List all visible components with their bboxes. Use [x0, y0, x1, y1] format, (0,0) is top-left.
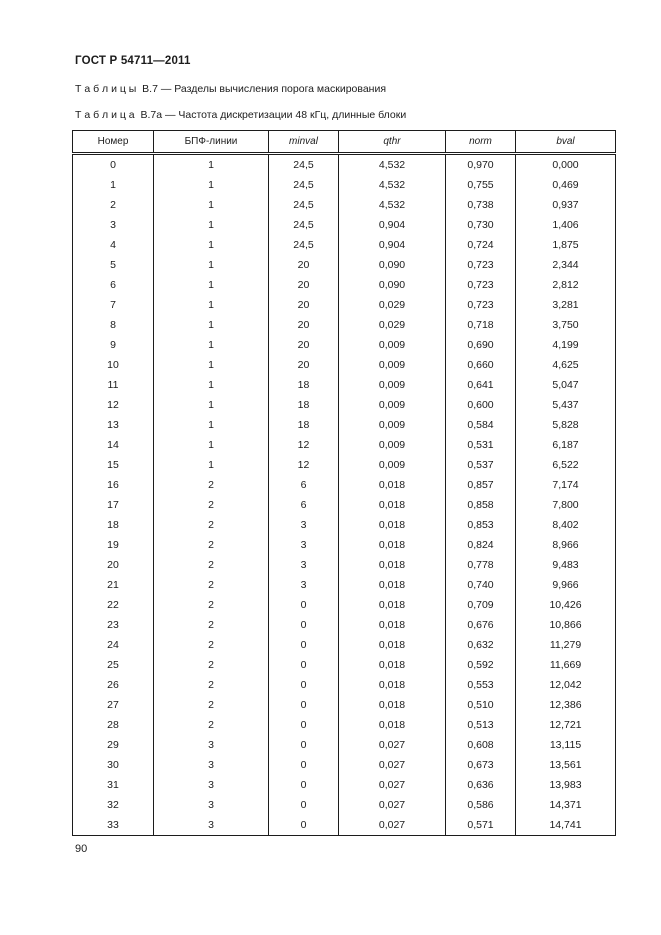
table-cell: 23 — [73, 615, 154, 635]
table-cell: 0,660 — [446, 355, 516, 375]
table-cell: 3 — [269, 575, 339, 595]
table-cell: 7 — [73, 295, 154, 315]
table-cell: 29 — [73, 735, 154, 755]
table-cell: 6,187 — [516, 435, 616, 455]
table-cell: 2 — [154, 695, 269, 715]
table-cell: 20 — [269, 355, 339, 375]
table-cell: 24,5 — [269, 235, 339, 255]
table-row — [73, 715, 616, 735]
table-cell: 7,174 — [516, 475, 616, 495]
table-cell: 1,875 — [516, 235, 616, 255]
table-cell: 12 — [269, 455, 339, 475]
table-cell: 33 — [73, 815, 154, 836]
table-row — [73, 295, 616, 315]
table-row — [73, 555, 616, 575]
table-cell: 0,018 — [339, 495, 446, 515]
table-cell: 1 — [154, 335, 269, 355]
table-cell: 12 — [73, 395, 154, 415]
table-cell: 0,586 — [446, 795, 516, 815]
table-cell: 21 — [73, 575, 154, 595]
table-row — [73, 615, 616, 635]
table-cell: 0,018 — [339, 615, 446, 635]
table-cell: 6 — [73, 275, 154, 295]
table-cell: 3 — [154, 775, 269, 795]
table-cell: 24,5 — [269, 175, 339, 195]
table-cell: 2 — [154, 515, 269, 535]
table-cell: 0,592 — [446, 655, 516, 675]
table-cell: 0,537 — [446, 455, 516, 475]
table-cell: 1 — [73, 175, 154, 195]
table-cell: 0,584 — [446, 415, 516, 435]
table-cell: 12,386 — [516, 695, 616, 715]
table-row — [73, 735, 616, 755]
table-cell: 5,047 — [516, 375, 616, 395]
table-cell: 2 — [154, 655, 269, 675]
table-cell: 0,531 — [446, 435, 516, 455]
table-cell: 0,027 — [339, 755, 446, 775]
table-cell: 13,115 — [516, 735, 616, 755]
table-cell: 2 — [154, 595, 269, 615]
table-row — [73, 315, 616, 335]
table-cell: 1 — [154, 315, 269, 335]
table-cell: 11,279 — [516, 635, 616, 655]
table-cell: 3 — [154, 815, 269, 836]
table-cell: 6 — [269, 475, 339, 495]
table-cell: 4,532 — [339, 154, 446, 176]
table-cell: 0,676 — [446, 615, 516, 635]
table-cell: 0,018 — [339, 655, 446, 675]
table-cell: 10 — [73, 355, 154, 375]
table-cell: 0 — [269, 735, 339, 755]
table-header-row — [73, 131, 616, 154]
data-table — [72, 130, 616, 836]
table-cell: 0 — [73, 154, 154, 176]
table-cell: 0 — [269, 675, 339, 695]
table-cell: 10,426 — [516, 595, 616, 615]
col-header-norm: norm — [446, 131, 516, 154]
table-cell: 2 — [154, 675, 269, 695]
table-row — [73, 475, 616, 495]
table-cell: 1 — [154, 275, 269, 295]
table-cell: 4 — [73, 235, 154, 255]
table-cell: 0,904 — [339, 215, 446, 235]
table-header — [73, 131, 616, 154]
table-cell: 6 — [269, 495, 339, 515]
table-row — [73, 335, 616, 355]
table-cell: 0,600 — [446, 395, 516, 415]
table-cell: 20 — [269, 275, 339, 295]
table-cell: 0,510 — [446, 695, 516, 715]
table-row — [73, 455, 616, 475]
table-row — [73, 795, 616, 815]
table-cell: 26 — [73, 675, 154, 695]
table-cell: 2 — [73, 195, 154, 215]
table-cell: 27 — [73, 695, 154, 715]
table-cell: 3,750 — [516, 315, 616, 335]
table-cell: 0,027 — [339, 815, 446, 836]
table-cell: 18 — [269, 375, 339, 395]
table-cell: 22 — [73, 595, 154, 615]
table-row — [73, 515, 616, 535]
table-cell: 8,402 — [516, 515, 616, 535]
table-row — [73, 815, 616, 836]
table-cell: 1 — [154, 235, 269, 255]
table-cell: 2 — [154, 615, 269, 635]
table-cell: 9,966 — [516, 575, 616, 595]
table-cell: 2 — [154, 495, 269, 515]
table-cell: 24,5 — [269, 215, 339, 235]
table-row — [73, 255, 616, 275]
table-cell: 0,009 — [339, 375, 446, 395]
table-cell: 0,009 — [339, 335, 446, 355]
table-cell: 0,018 — [339, 675, 446, 695]
table-cell: 20 — [73, 555, 154, 575]
table-cell: 0,018 — [339, 575, 446, 595]
table-cell: 0,778 — [446, 555, 516, 575]
table-cell: 0,857 — [446, 475, 516, 495]
table-cell: 1 — [154, 375, 269, 395]
table-cell: 0,673 — [446, 755, 516, 775]
table-row — [73, 675, 616, 695]
tables-group-caption: Т а б л и ц ы В.7 — Разделы вычисления порога маскирования — [75, 83, 387, 95]
table-row — [73, 355, 616, 375]
table-cell: 1,406 — [516, 215, 616, 235]
table-cell: 0,730 — [446, 215, 516, 235]
table-cell: 3 — [154, 755, 269, 775]
table-cell: 18 — [269, 395, 339, 415]
table-cell: 9 — [73, 335, 154, 355]
table-cell: 2 — [154, 475, 269, 495]
table-cell: 0,632 — [446, 635, 516, 655]
table-cell: 1 — [154, 255, 269, 275]
table-row — [73, 535, 616, 555]
table-cell: 20 — [269, 255, 339, 275]
table-cell: 0,009 — [339, 355, 446, 375]
table-cell: 5,437 — [516, 395, 616, 415]
table-cell: 0,571 — [446, 815, 516, 836]
table-cell: 32 — [73, 795, 154, 815]
table-cell: 1 — [154, 154, 269, 176]
table-row — [73, 195, 616, 215]
table-cell: 0,724 — [446, 235, 516, 255]
col-header-bpf-linii: БПФ-линии — [154, 131, 269, 154]
table-cell: 2,344 — [516, 255, 616, 275]
table-cell: 16 — [73, 475, 154, 495]
table-cell: 0,018 — [339, 715, 446, 735]
table-cell: 0 — [269, 595, 339, 615]
table-cell: 0,018 — [339, 535, 446, 555]
table-cell: 0,009 — [339, 395, 446, 415]
table-row — [73, 395, 616, 415]
table-cell: 13 — [73, 415, 154, 435]
table-row — [73, 595, 616, 615]
table-cell: 2,812 — [516, 275, 616, 295]
table-cell: 0,858 — [446, 495, 516, 515]
table-cell: 18 — [269, 415, 339, 435]
table-cell: 0 — [269, 695, 339, 715]
table-row — [73, 635, 616, 655]
table-cell: 8,966 — [516, 535, 616, 555]
table-row — [73, 275, 616, 295]
table-cell: 0,090 — [339, 275, 446, 295]
table-cell: 1 — [154, 455, 269, 475]
table-cell: 0 — [269, 715, 339, 735]
table-cell: 0,723 — [446, 255, 516, 275]
table-cell: 0,553 — [446, 675, 516, 695]
table-row — [73, 435, 616, 455]
table-cell: 14,741 — [516, 815, 616, 836]
table-cell: 1 — [154, 415, 269, 435]
table-cell: 0,018 — [339, 595, 446, 615]
table-cell: 12,042 — [516, 675, 616, 695]
page-number: 90 — [75, 843, 88, 855]
table-cell: 0,018 — [339, 555, 446, 575]
table-cell: 7,800 — [516, 495, 616, 515]
table-row — [73, 495, 616, 515]
table-cell: 20 — [269, 315, 339, 335]
table-cell: 0,608 — [446, 735, 516, 755]
table-row — [73, 415, 616, 435]
table-cell: 0 — [269, 795, 339, 815]
table-row — [73, 375, 616, 395]
table-cell: 0,029 — [339, 315, 446, 335]
table-cell: 0 — [269, 635, 339, 655]
table-cell: 8 — [73, 315, 154, 335]
table-cell: 0,690 — [446, 335, 516, 355]
col-header-minval: minval — [269, 131, 339, 154]
table-cell: 0,723 — [446, 295, 516, 315]
table-cell: 0,027 — [339, 775, 446, 795]
table-row — [73, 235, 616, 255]
table-cell: 4,532 — [339, 175, 446, 195]
table-row — [73, 575, 616, 595]
table-cell: 0,937 — [516, 195, 616, 215]
table-cell: 28 — [73, 715, 154, 735]
table-cell: 0,469 — [516, 175, 616, 195]
table-cell: 3 — [154, 735, 269, 755]
table-cell: 5,828 — [516, 415, 616, 435]
table-cell: 6,522 — [516, 455, 616, 475]
table-cell: 0 — [269, 815, 339, 836]
table-cell: 11,669 — [516, 655, 616, 675]
table-cell: 0,029 — [339, 295, 446, 315]
table-cell: 0,904 — [339, 235, 446, 255]
table-cell: 3,281 — [516, 295, 616, 315]
table-cell: 1 — [154, 195, 269, 215]
table-cell: 19 — [73, 535, 154, 555]
table-cell: 0,000 — [516, 154, 616, 176]
table-cell: 0,740 — [446, 575, 516, 595]
table-cell: 31 — [73, 775, 154, 795]
table-cell: 1 — [154, 355, 269, 375]
table-cell: 18 — [73, 515, 154, 535]
table-cell: 24 — [73, 635, 154, 655]
table-cell: 4,199 — [516, 335, 616, 355]
table-cell: 0,018 — [339, 635, 446, 655]
col-header-nomer: Номер — [73, 131, 154, 154]
table-cell: 12 — [269, 435, 339, 455]
table-cell: 3 — [73, 215, 154, 235]
table-cell: 1 — [154, 395, 269, 415]
table-cell: 2 — [154, 635, 269, 655]
table-cell: 20 — [269, 335, 339, 355]
table-cell: 0,723 — [446, 275, 516, 295]
table-cell: 0 — [269, 615, 339, 635]
table-cell: 0,018 — [339, 475, 446, 495]
table-cell: 0,018 — [339, 515, 446, 535]
table-cell: 4,625 — [516, 355, 616, 375]
table-cell: 25 — [73, 655, 154, 675]
table-cell: 0,641 — [446, 375, 516, 395]
table-cell: 2 — [154, 535, 269, 555]
table-cell: 12,721 — [516, 715, 616, 735]
table-row — [73, 215, 616, 235]
table-cell: 3 — [154, 795, 269, 815]
col-header-bval: bval — [516, 131, 616, 154]
table-cell: 3 — [269, 555, 339, 575]
table-cell: 0,824 — [446, 535, 516, 555]
col-header-qthr: qthr — [339, 131, 446, 154]
table-cell: 1 — [154, 175, 269, 195]
table-cell: 11 — [73, 375, 154, 395]
table-cell: 20 — [269, 295, 339, 315]
table-row — [73, 655, 616, 675]
table-cell: 0,718 — [446, 315, 516, 335]
table-cell: 2 — [154, 555, 269, 575]
table-cell: 0 — [269, 775, 339, 795]
table-caption: Т а б л и ц а В.7а — Частота дискретизации 48 кГц, длинные блоки — [75, 109, 407, 121]
table-cell: 30 — [73, 755, 154, 775]
table-cell: 0,513 — [446, 715, 516, 735]
table-row — [73, 695, 616, 715]
table-cell: 0,009 — [339, 435, 446, 455]
table-cell: 13,561 — [516, 755, 616, 775]
table-cell: 0,018 — [339, 695, 446, 715]
table-cell: 14,371 — [516, 795, 616, 815]
table-cell: 24,5 — [269, 154, 339, 176]
table-cell: 2 — [154, 715, 269, 735]
table-cell: 0 — [269, 755, 339, 775]
table-cell: 0,738 — [446, 195, 516, 215]
table-cell: 17 — [73, 495, 154, 515]
table-cell: 10,866 — [516, 615, 616, 635]
table-cell: 1 — [154, 435, 269, 455]
table-cell: 0,709 — [446, 595, 516, 615]
table-cell: 1 — [154, 295, 269, 315]
table-body — [73, 154, 616, 836]
table-cell: 0,636 — [446, 775, 516, 795]
table-cell: 0,970 — [446, 154, 516, 176]
table-cell: 15 — [73, 455, 154, 475]
table-cell: 0,853 — [446, 515, 516, 535]
table-row — [73, 755, 616, 775]
table-row — [73, 175, 616, 195]
table-cell: 0,009 — [339, 415, 446, 435]
table-cell: 3 — [269, 535, 339, 555]
table-cell: 5 — [73, 255, 154, 275]
table-cell: 9,483 — [516, 555, 616, 575]
doc-number: ГОСТ Р 54711—2011 — [75, 55, 191, 67]
table-cell: 0 — [269, 655, 339, 675]
table-row — [73, 775, 616, 795]
table-cell: 14 — [73, 435, 154, 455]
table-cell: 0,027 — [339, 795, 446, 815]
table-cell: 0,090 — [339, 255, 446, 275]
table-cell: 2 — [154, 575, 269, 595]
table-cell: 0,755 — [446, 175, 516, 195]
table-cell: 1 — [154, 215, 269, 235]
table-row — [73, 154, 616, 176]
table-cell: 24,5 — [269, 195, 339, 215]
table-cell: 13,983 — [516, 775, 616, 795]
table-cell: 0,027 — [339, 735, 446, 755]
table-cell: 4,532 — [339, 195, 446, 215]
table-cell: 3 — [269, 515, 339, 535]
table-cell: 0,009 — [339, 455, 446, 475]
